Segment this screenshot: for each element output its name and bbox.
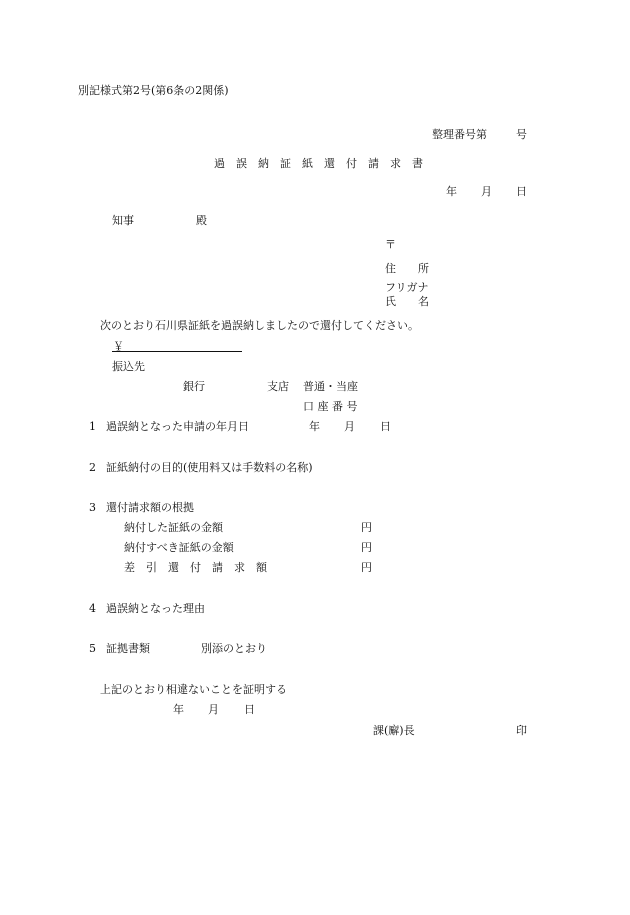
date-year: 年: [446, 185, 457, 198]
form-caption: 別記様式第2号(第6条の2関係): [78, 84, 229, 97]
postal-mark: 〒: [385, 238, 396, 251]
section-chief-label: 課(廨)長: [373, 724, 415, 737]
basis-row-unit: 円: [361, 521, 372, 534]
branch-label: 支店: [267, 380, 289, 393]
amount-underline: [112, 351, 242, 352]
item-number: 5: [89, 642, 96, 655]
addressee-role: 知事: [112, 214, 134, 227]
seal-mark: 印: [516, 724, 527, 737]
ref-no-label: 整理番号第: [432, 128, 487, 141]
item-number: 2: [89, 461, 96, 474]
cert-day: 日: [244, 703, 255, 716]
item-number: 3: [89, 501, 96, 514]
addressee-honorific: 殿: [196, 214, 207, 227]
basis-row-label: 納付した証紙の金額: [124, 521, 223, 534]
item-label: 過誤納となった理由: [106, 602, 205, 615]
account-number-label: 口 座 番 号: [303, 400, 358, 413]
furigana-label: フリガナ: [385, 281, 429, 294]
transfer-label: 振込先: [112, 360, 145, 373]
bank-label: 銀行: [183, 380, 205, 393]
basis-row-unit: 円: [361, 541, 372, 554]
date-day: 日: [516, 185, 527, 198]
item-label: 証拠書類: [106, 642, 150, 655]
basis-row-unit: 円: [361, 561, 372, 574]
account-type: 普通・当座: [303, 380, 358, 393]
item-label: 証紙納付の目的(使用料又は手数料の名称): [106, 461, 313, 474]
certification-text: 上記のとおり相違ないことを証明する: [100, 683, 287, 696]
item-number: 1: [89, 420, 96, 433]
item1-month: 月: [344, 420, 355, 433]
name-label: 氏 名: [385, 295, 429, 308]
item-label: 過誤納となった申請の年月日: [106, 420, 249, 433]
item-label: 還付請求額の根拠: [106, 501, 194, 514]
ref-no-suffix: 号: [516, 128, 527, 141]
item-number: 4: [89, 602, 96, 615]
item1-day: 日: [380, 420, 391, 433]
yen-symbol: ￥: [113, 340, 124, 353]
date-month: 月: [481, 185, 492, 198]
item5-value: 別添のとおり: [201, 642, 267, 655]
cert-month: 月: [208, 703, 219, 716]
basis-row-label: 差 引 還 付 請 求 額: [124, 561, 267, 574]
item1-year: 年: [309, 420, 320, 433]
address-label: 住 所: [385, 262, 429, 275]
basis-row-label: 納付すべき証紙の金額: [124, 541, 234, 554]
intro-text: 次のとおり石川県証紙を過誤納しましたので還付してください。: [100, 319, 419, 332]
cert-year: 年: [173, 703, 184, 716]
document-title: 過 誤 納 証 紙 還 付 請 求 書: [214, 157, 423, 170]
